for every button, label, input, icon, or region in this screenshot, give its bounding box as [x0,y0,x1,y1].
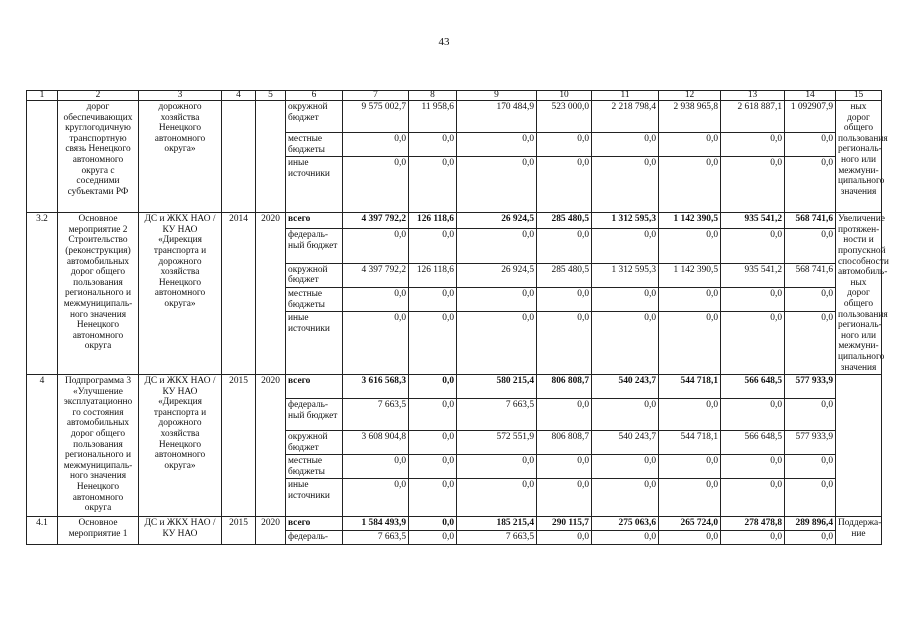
end-year: 2020 [256,375,286,517]
value-cell: 0,0 [721,312,785,375]
value-cell: 523 000,0 [537,101,592,133]
value-cell: 1 312 595,3 [592,263,659,287]
value-cell: 544 718,1 [659,431,721,455]
value-cell: 0,0 [457,288,537,312]
value-cell: 26 924,5 [457,263,537,287]
value-cell: 126 118,6 [409,263,457,287]
value-cell: 3 616 568,3 [343,375,409,399]
value-cell: 0,0 [457,479,537,517]
value-cell: 2 218 798,4 [592,101,659,133]
value-cell: 0,0 [721,531,785,545]
value-cell: 566 648,5 [721,375,785,399]
value-cell: 0,0 [409,288,457,312]
value-cell: 0,0 [592,479,659,517]
value-cell: 0,0 [592,399,659,431]
value-cell: 289 896,4 [785,517,836,531]
source-label: иные источники [286,157,343,213]
header-cell: 4 [222,91,256,101]
value-cell: 0,0 [343,479,409,517]
expected-result: Увеличение протяжен-ности и пропускной способности автомобиль-ных дорог общего пользования региональ-ного или межмуни-ципального значения [836,213,882,375]
source-label: окружной бюджет [286,431,343,455]
expected-result: ных дорог общего пользования региональ-ного или межмуни-ципального значения [836,101,882,213]
source-label: окружной бюджет [286,101,343,133]
value-cell: 0,0 [409,157,457,213]
value-cell: 0,0 [537,312,592,375]
value-cell: 935 541,2 [721,263,785,287]
value-cell: 0,0 [343,288,409,312]
value-cell: 0,0 [537,229,592,263]
source-label: всего [286,213,343,229]
value-cell: 285 480,5 [537,263,592,287]
header-cell: 14 [785,91,836,101]
header-cell: 6 [286,91,343,101]
value-cell: 806 808,7 [537,431,592,455]
header-row [27,91,882,101]
value-cell: 1 312 595,3 [592,213,659,229]
source-label: иные источники [286,312,343,375]
value-cell: 0,0 [592,229,659,263]
value-cell: 0,0 [721,399,785,431]
program-name: дорог обеспечивающих круглогодичную транспортную связь Ненецкого автономного округа с соседними субъектами РФ [58,101,139,213]
value-cell: 0,0 [785,455,836,479]
value-cell: 577 933,9 [785,375,836,399]
value-cell: 0,0 [659,399,721,431]
header-cell: 11 [592,91,659,101]
header-cell: 7 [343,91,409,101]
value-cell: 0,0 [592,288,659,312]
value-cell: 0,0 [659,531,721,545]
value-cell: 185 215,4 [457,517,537,531]
source-label: иные источники [286,479,343,517]
value-cell: 9 575 002,7 [343,101,409,133]
value-cell: 0,0 [409,455,457,479]
table-row [27,375,882,399]
value-cell: 540 243,7 [592,431,659,455]
value-cell: 0,0 [785,312,836,375]
value-cell: 0,0 [343,157,409,213]
value-cell: 0,0 [659,133,721,157]
value-cell: 0,0 [659,229,721,263]
value-cell: 1 142 390,5 [659,263,721,287]
value-cell: 935 541,2 [721,213,785,229]
value-cell: 0,0 [592,312,659,375]
value-cell: 566 648,5 [721,431,785,455]
value-cell: 0,0 [457,312,537,375]
executor: ДС и ЖКХ НАО / КУ НАО «Дирекция транспорта и дорожного хозяйства Ненецкого автономного округа» [139,213,222,375]
value-cell: 0,0 [537,479,592,517]
header-cell: 9 [457,91,537,101]
value-cell: 0,0 [343,133,409,157]
value-cell: 0,0 [592,455,659,479]
value-cell: 568 741,6 [785,213,836,229]
value-cell: 0,0 [592,531,659,545]
header-cell: 8 [409,91,457,101]
source-label: окружной бюджет [286,263,343,287]
value-cell: 0,0 [409,133,457,157]
end-year: 2020 [256,517,286,545]
value-cell: 0,0 [659,157,721,213]
value-cell: 1 142 390,5 [659,213,721,229]
value-cell: 170 484,9 [457,101,537,133]
source-label: федераль-ный бюджет [286,399,343,431]
value-cell: 0,0 [721,455,785,479]
header-cell: 1 [27,91,58,101]
value-cell: 0,0 [785,288,836,312]
value-cell: 806 808,7 [537,375,592,399]
value-cell: 290 115,7 [537,517,592,531]
header-cell: 12 [659,91,721,101]
budget-table [26,90,889,545]
row-number: 4.1 [27,517,58,545]
value-cell: 0,0 [537,157,592,213]
value-cell: 0,0 [721,157,785,213]
page-number: 43 [438,36,450,48]
value-cell: 0,0 [785,399,836,431]
executor: дорожного хозяйства Ненецкого автономного округа» [139,101,222,213]
value-cell: 278 478,8 [721,517,785,531]
value-cell: 0,0 [659,479,721,517]
value-cell: 7 663,5 [457,399,537,431]
value-cell: 0,0 [721,288,785,312]
table-row [27,101,882,133]
value-cell: 0,0 [457,229,537,263]
header-cell: 13 [721,91,785,101]
value-cell: 0,0 [457,133,537,157]
row-number [27,101,58,213]
value-cell: 0,0 [659,288,721,312]
header-cell: 10 [537,91,592,101]
value-cell: 265 724,0 [659,517,721,531]
value-cell: 0,0 [409,479,457,517]
value-cell: 0,0 [343,455,409,479]
value-cell: 7 663,5 [343,531,409,545]
value-cell: 572 551,9 [457,431,537,455]
value-cell: 0,0 [785,229,836,263]
value-cell: 4 397 792,2 [343,213,409,229]
end-year [256,101,286,213]
source-label: местные бюджеты [286,133,343,157]
source-label: федераль- [286,531,343,545]
value-cell: 0,0 [537,455,592,479]
start-year: 2015 [222,517,256,545]
value-cell: 0,0 [457,157,537,213]
value-cell: 0,0 [343,229,409,263]
value-cell: 544 718,1 [659,375,721,399]
source-label: местные бюджеты [286,455,343,479]
row-number: 4 [27,375,58,517]
value-cell: 0,0 [409,375,457,399]
executor: ДС и ЖКХ НАО / КУ НАО [139,517,222,545]
value-cell: 0,0 [785,479,836,517]
value-cell: 0,0 [537,531,592,545]
header-cell: 15 [836,91,882,101]
value-cell: 26 924,5 [457,213,537,229]
value-cell: 0,0 [409,531,457,545]
value-cell: 0,0 [721,133,785,157]
source-label: всего [286,517,343,531]
start-year [222,101,256,213]
value-cell: 0,0 [409,312,457,375]
value-cell: 0,0 [721,479,785,517]
value-cell: 1 092907,9 [785,101,836,133]
value-cell: 285 480,5 [537,213,592,229]
value-cell: 0,0 [659,312,721,375]
source-label: местные бюджеты [286,288,343,312]
value-cell: 0,0 [409,517,457,531]
value-cell: 0,0 [592,157,659,213]
source-label: федераль-ный бюджет [286,229,343,263]
program-name: Основное мероприятие 1 [58,517,139,545]
value-cell: 2 618 887,1 [721,101,785,133]
value-cell: 4 397 792,2 [343,263,409,287]
value-cell: 126 118,6 [409,213,457,229]
row-number: 3.2 [27,213,58,375]
value-cell: 0,0 [721,229,785,263]
value-cell: 0,0 [409,431,457,455]
header-cell: 3 [139,91,222,101]
value-cell: 2 938 965,8 [659,101,721,133]
header-cell: 2 [58,91,139,101]
value-cell: 0,0 [343,312,409,375]
program-name: Подпрограмма 3 «Улучшение эксплуатационно го состояния автомобильных дорог общего пользования регионального и межмуниципаль-ного значения Ненецкого автономного округа [58,375,139,517]
executor: ДС и ЖКХ НАО / КУ НАО «Дирекция транспорта и дорожного хозяйства Ненецкого автономного округа» [139,375,222,517]
value-cell: 0,0 [457,455,537,479]
value-cell: 0,0 [785,157,836,213]
value-cell: 3 608 904,8 [343,431,409,455]
expected-result: Поддержа-ние [836,517,882,545]
value-cell: 568 741,6 [785,263,836,287]
source-label: всего [286,375,343,399]
value-cell: 0,0 [537,399,592,431]
program-name: Основное мероприятие 2 Строительство (реконструкция) автомобильных дорог общего пользования регионального и межмуниципаль-ного значения Ненецкого автономного округа [58,213,139,375]
table-row [27,213,882,229]
end-year: 2020 [256,213,286,375]
table-row [27,517,882,531]
value-cell: 11 958,6 [409,101,457,133]
value-cell: 0,0 [409,229,457,263]
value-cell: 0,0 [537,288,592,312]
value-cell: 0,0 [409,399,457,431]
value-cell: 540 243,7 [592,375,659,399]
value-cell: 0,0 [592,133,659,157]
start-year: 2014 [222,213,256,375]
value-cell: 275 063,6 [592,517,659,531]
value-cell: 0,0 [537,133,592,157]
value-cell: 1 584 493,9 [343,517,409,531]
value-cell: 7 663,5 [343,399,409,431]
value-cell: 580 215,4 [457,375,537,399]
start-year: 2015 [222,375,256,517]
value-cell: 0,0 [659,455,721,479]
value-cell: 0,0 [785,531,836,545]
header-cell: 5 [256,91,286,101]
value-cell: 0,0 [785,133,836,157]
value-cell: 577 933,9 [785,431,836,455]
expected-result [836,375,882,517]
value-cell: 7 663,5 [457,531,537,545]
